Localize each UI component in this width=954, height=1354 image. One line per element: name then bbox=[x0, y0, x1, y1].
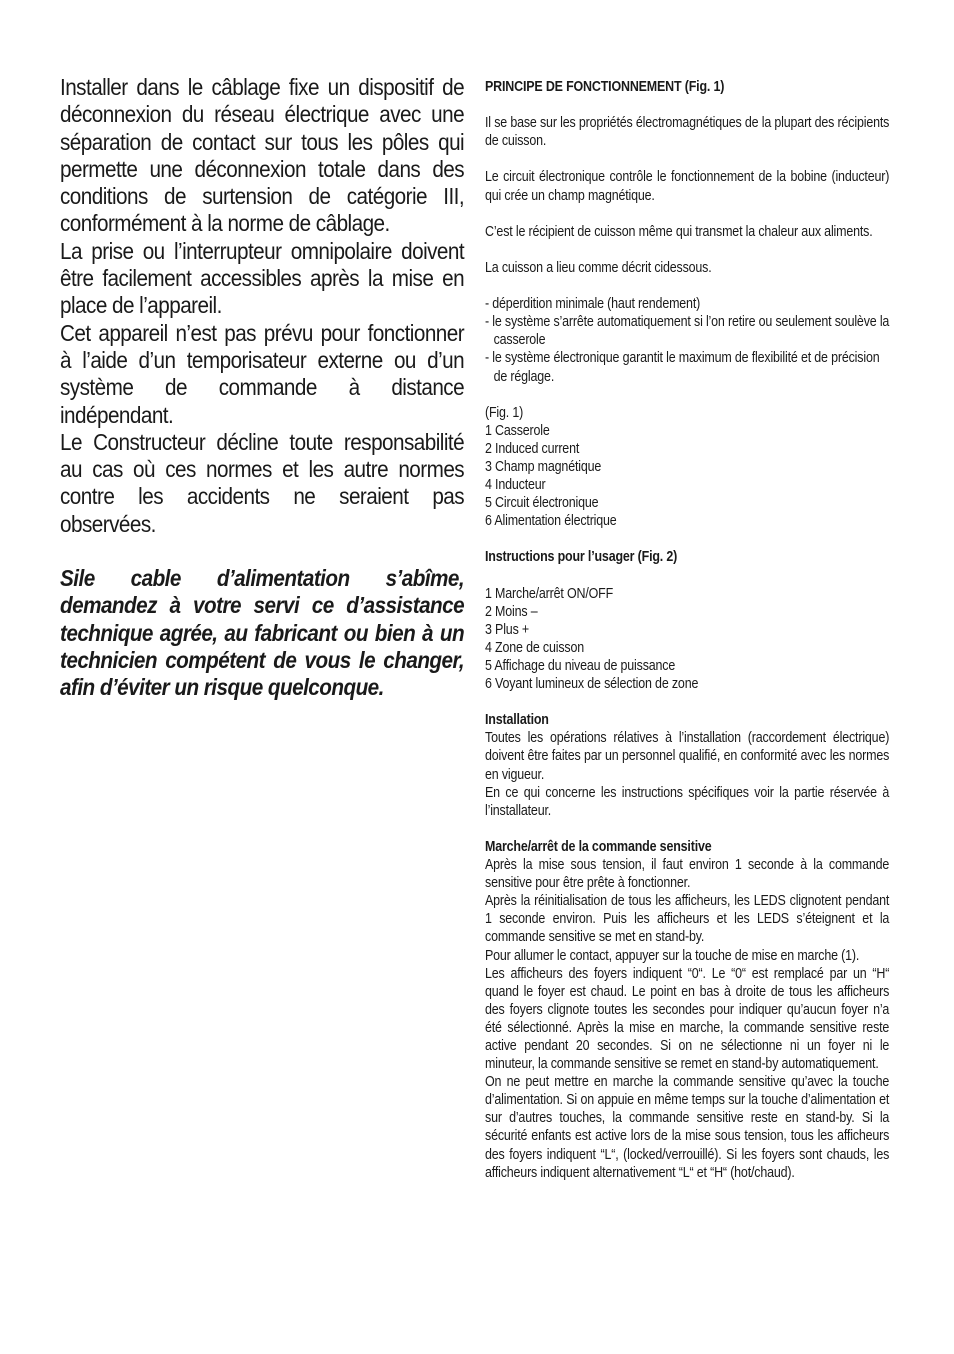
right-column bbox=[485, 78, 890, 1182]
installation-paragraph-1: Toutes les opérations rélatives à l’installation (raccordement électrique) doivent être faites par un personnel qualifié, en conformité avec les normes en vigueur. bbox=[485, 730, 890, 783]
principe-paragraph-4: La cuisson a lieu comme décrit cidessous. bbox=[485, 259, 712, 276]
list-item: 3 Champ magnétique bbox=[485, 458, 602, 475]
left-column bbox=[60, 74, 465, 702]
list-item: 2 Induced current bbox=[485, 440, 580, 457]
list-item: - le système s’arrête automatiquement si l’on retire ou seulement soulève la casserole bbox=[485, 314, 890, 349]
list-item: 5 Affichage du niveau de puissance bbox=[485, 658, 676, 674]
usager-heading: Instructions pour l’usager (Fig. 2) bbox=[485, 549, 678, 566]
list-item: 5 Circuit électronique bbox=[485, 495, 599, 512]
installation-paragraph-2: En ce qui concerne les instructions spécifiques voir la partie réservée à l’installateur. bbox=[485, 784, 890, 819]
list-item: 4 Inducteur bbox=[485, 477, 546, 494]
principe-paragraph-2: Le circuit électronique contrôle le fonctionnement de la bobine (inducteur) qui crée un champ magnétique. bbox=[485, 169, 890, 204]
principe-paragraph-3: C’est le récipient de cuisson même qui transmet la chaleur aux aliments. bbox=[485, 223, 873, 240]
list-item: 1 Casserole bbox=[485, 422, 550, 439]
principe-paragraph-1: Il se base sur les propriétés électromagnétiques de la plupart des récipients de cuisson. bbox=[485, 115, 890, 150]
marche-paragraph-1: Après la mise sous tension, il faut environ 1 seconde à la commande sensitive pour être prête à fonctionner. bbox=[485, 857, 890, 892]
list-item: 6 Alimentation électrique bbox=[485, 513, 617, 530]
list-item: - le système électronique garantit le maximum de flexibilité et de précision de réglage. bbox=[485, 350, 880, 385]
marche-paragraph-4: Les afficheurs des foyers indiquent “0“. Le “0“ est remplacé par un “H“ quand le foyer est chaud. Le point en bas à droite de tous les afficheurs des foyers clignote toutes les secondes pour indiquer qu’aucun foyer n’a été sélectionné. Après la mise en marche, la commande sensitive reste active pendant 20 secondes. Si on ne sélectionne ni un foyer ni le minuteur, la commande sensitive se remet en stand-by automatiquement. bbox=[485, 965, 890, 1073]
principe-bullet-list bbox=[485, 295, 889, 385]
fig1-legend-list bbox=[485, 422, 889, 531]
paragraph-timer-warning: Cet appareil n’est pas prévu pour fonctionner à l’aide d’un temporisateur externe ou d’un système de commande à distance indépendant. bbox=[60, 319, 465, 428]
paragraph-liability: Le Constructeur décline toute responsabilité au cas où ces normes et les autre normes contre les accidents ne seraient pas observées. bbox=[60, 428, 465, 537]
list-item: 2 Moins – bbox=[485, 603, 538, 620]
list-item: 4 Zone de cuisson bbox=[485, 639, 584, 656]
list-item: 1 Marche/arrêt ON/OFF bbox=[485, 585, 614, 602]
paragraph-omnipolar-switch: La prise ou l’interrupteur omnipolaire doivent être facilement accessibles après la mise en place de l’appareil. bbox=[60, 237, 465, 319]
marche-paragraph-5: On ne peut mettre en marche la commande sensitive qu’avec la touche d’alimentation. Si on appuie en même temps sur la touche d’alimentation et sur d’autres touches, la commande sensitive reste en stand-by. Si la sécurité enfants est active lors de la mise sous tension, tous les afficheurs des foyers indiquent “L“, (locked/verrouillé). Si les foyers sont chauds, les afficheurs indiquent alternativement “L“ et “H“ (hot/chaud). bbox=[485, 1074, 890, 1181]
marche-paragraph-3: Pour allumer le contact, appuyer sur la touche de mise en marche (1). bbox=[485, 947, 860, 964]
principe-heading: PRINCIPE DE FONCTIONNEMENT (Fig. 1) bbox=[485, 79, 725, 95]
usager-legend-list bbox=[485, 585, 889, 694]
marche-paragraph-2: Après la réinitialisation de tous les afficheurs, les LEDS clignotent pendant 1 seconde environ. Puis les afficheurs et les LEDS s’éteignent et la commande sensitive se met en stand-by. bbox=[485, 893, 890, 946]
installation-heading: Installation bbox=[485, 712, 549, 729]
paragraph-disconnect-device: Installer dans le câblage fixe un dispositif de déconnexion du réseau électrique avec une séparation de contact sur tous les pôles qui permette une déconnexion totale dans des conditions de surtension de catégorie III, conformément à la norme de câblage. bbox=[60, 74, 465, 237]
marche-heading: Marche/arrêt de la commande sensitive bbox=[485, 838, 712, 855]
list-item: 3 Plus + bbox=[485, 621, 530, 638]
list-item: - déperdition minimale (haut rendement) bbox=[485, 296, 701, 313]
fig1-label: (Fig. 1) bbox=[485, 404, 524, 421]
cable-warning: Sile cable d’alimentation s’abîme, demandez à votre servi ce d’assistance technique agrée, au fabricant ou bien à un technicien compétent de vous le changer, afin d’éviter un risque quelconque. bbox=[60, 565, 465, 701]
list-item: 6 Voyant lumineux de sélection de zone bbox=[485, 676, 699, 693]
